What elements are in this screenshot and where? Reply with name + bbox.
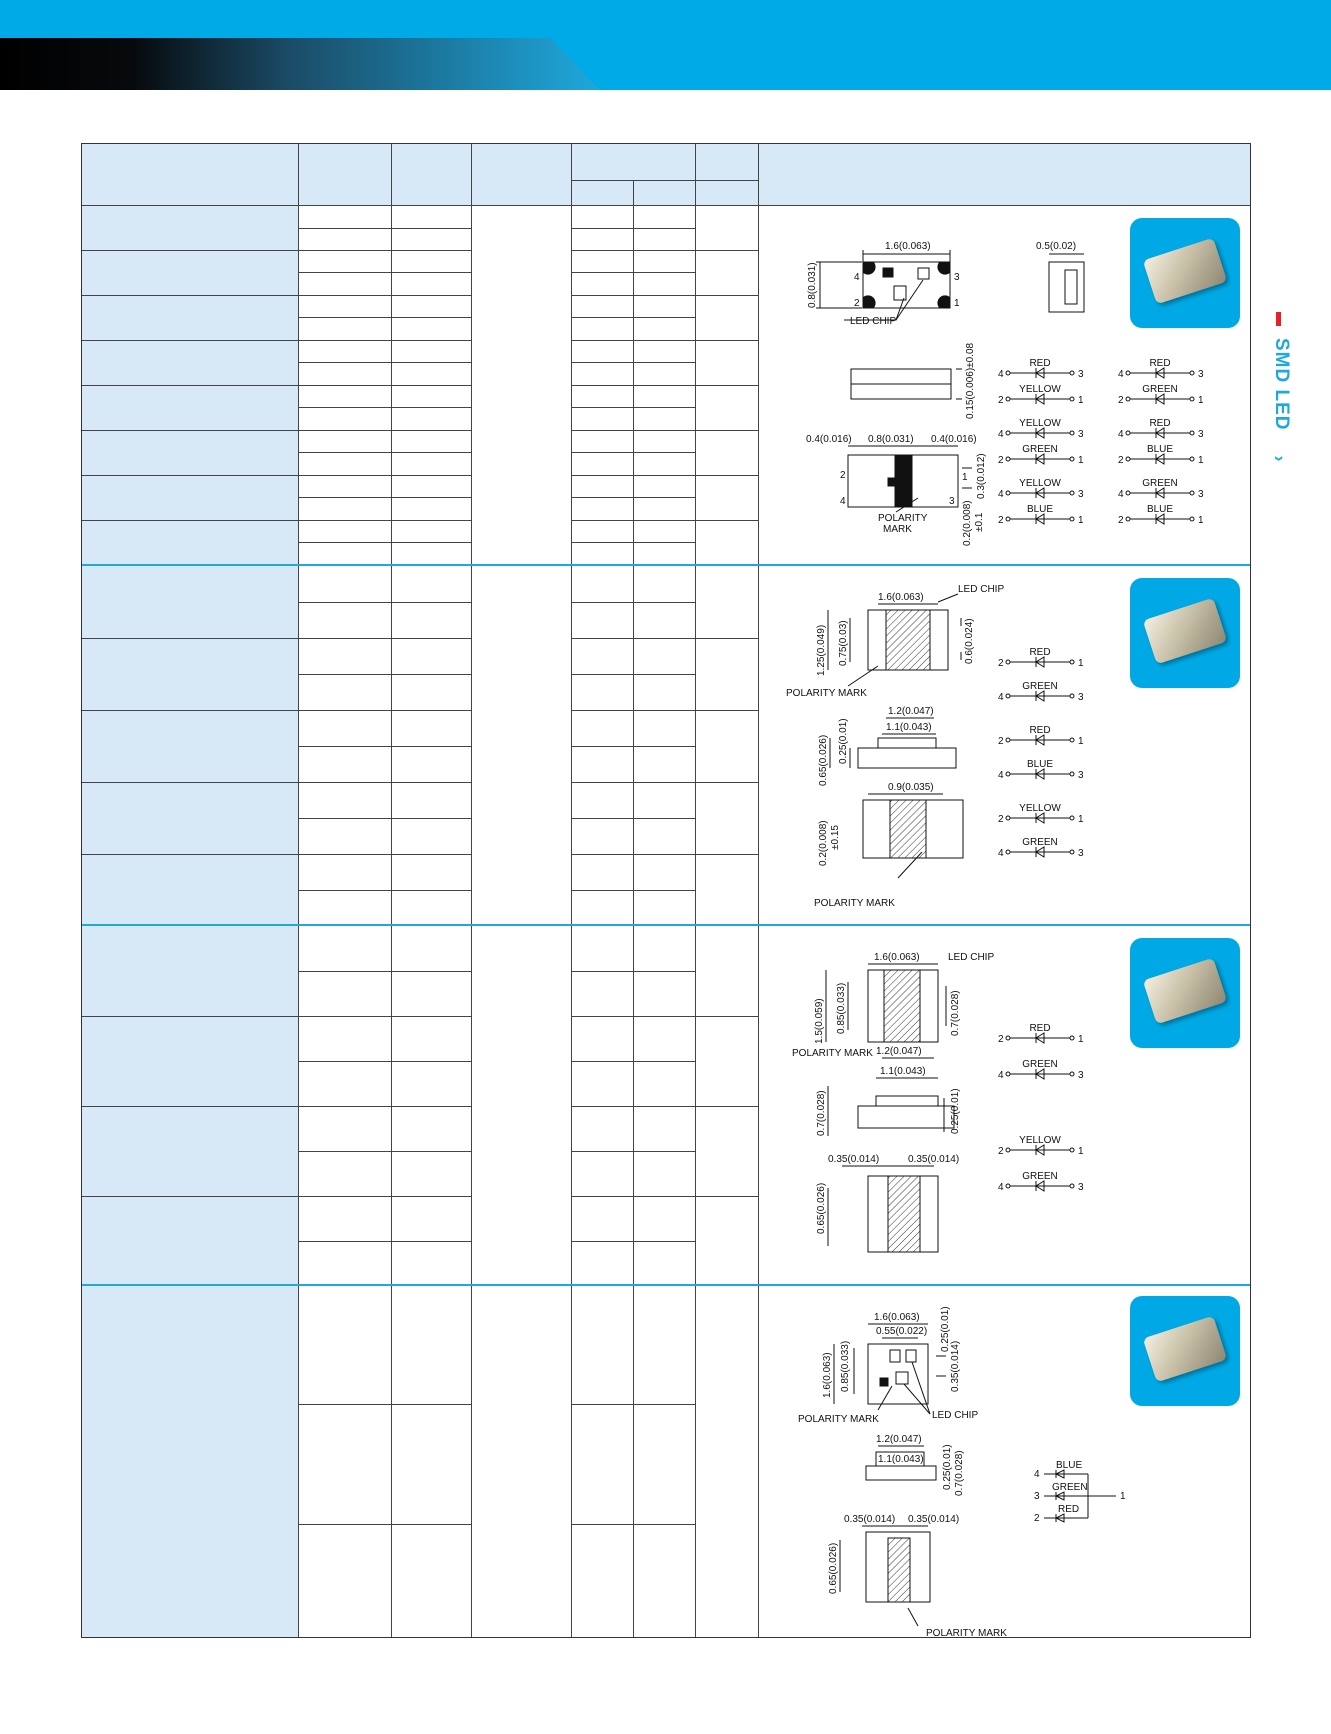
pin-number: 1 bbox=[1078, 395, 1084, 406]
svg-text:LED CHIP: LED CHIP bbox=[850, 316, 897, 327]
pin-number: 3 bbox=[1078, 429, 1084, 440]
pin-number: 3 bbox=[1078, 489, 1084, 500]
svg-text:0.35(0.014): 0.35(0.014) bbox=[844, 1514, 896, 1525]
led-photo bbox=[1130, 578, 1240, 688]
svg-text:1: 1 bbox=[1120, 1491, 1126, 1502]
svg-text:0.2(0.008): 0.2(0.008) bbox=[818, 820, 829, 866]
pin-number: 3 bbox=[1078, 1070, 1084, 1081]
svg-text:0.35(0.014): 0.35(0.014) bbox=[950, 1340, 961, 1392]
svg-text:1.5(0.059): 1.5(0.059) bbox=[814, 998, 825, 1044]
svg-text:0.7(0.028): 0.7(0.028) bbox=[954, 1450, 965, 1496]
svg-text:3: 3 bbox=[949, 496, 955, 507]
svg-text:0.15(0.006)±0.08: 0.15(0.006)±0.08 bbox=[965, 342, 976, 419]
svg-text:2: 2 bbox=[854, 298, 860, 309]
section-2-drawing bbox=[758, 566, 1251, 924]
led-color-label: RED bbox=[1029, 1023, 1051, 1034]
svg-text:0.3(0.012): 0.3(0.012) bbox=[976, 453, 987, 499]
label-cell bbox=[82, 926, 298, 1284]
table-header bbox=[82, 144, 1251, 206]
svg-text:0.7(0.028): 0.7(0.028) bbox=[950, 990, 961, 1036]
led-color-label: BLUE bbox=[1146, 504, 1174, 515]
pin-number: 2 bbox=[998, 814, 1004, 825]
led-color-label: GREEN bbox=[1142, 384, 1178, 395]
svg-text:1: 1 bbox=[962, 472, 968, 483]
pin-number: 1 bbox=[1078, 814, 1084, 825]
svg-text:0.7(0.028): 0.7(0.028) bbox=[816, 1090, 827, 1136]
pin-number: 2 bbox=[1118, 455, 1124, 466]
svg-text:0.5(0.02): 0.5(0.02) bbox=[1036, 241, 1077, 252]
pin-number: 4 bbox=[998, 489, 1004, 500]
pin-number: 2 bbox=[998, 658, 1004, 669]
svg-text:BLUE: BLUE bbox=[1056, 1460, 1083, 1471]
led-color-label: GREEN bbox=[1022, 1171, 1058, 1182]
svg-text:4: 4 bbox=[840, 496, 846, 507]
svg-text:0.25(0.01): 0.25(0.01) bbox=[940, 1306, 951, 1352]
pin-number: 1 bbox=[1078, 515, 1084, 526]
pin-number: 2 bbox=[998, 515, 1004, 526]
svg-text:3: 3 bbox=[1034, 1491, 1040, 1502]
svg-text:4: 4 bbox=[854, 272, 860, 283]
led-color-label: RED bbox=[1029, 358, 1051, 369]
svg-text:0.35(0.014): 0.35(0.014) bbox=[908, 1514, 960, 1525]
svg-text:2: 2 bbox=[840, 470, 846, 481]
pin-number: 2 bbox=[998, 1034, 1004, 1045]
pin-number: 1 bbox=[1078, 736, 1084, 747]
svg-text:0.55(0.022): 0.55(0.022) bbox=[876, 1326, 928, 1337]
svg-text:GREEN: GREEN bbox=[1052, 1482, 1088, 1493]
svg-text:±0.15: ±0.15 bbox=[830, 825, 841, 850]
svg-text:0.85(0.033): 0.85(0.033) bbox=[840, 1340, 851, 1392]
svg-text:0.8(0.031): 0.8(0.031) bbox=[807, 262, 818, 308]
svg-text:POLARITY MARK: POLARITY MARK bbox=[792, 1048, 873, 1059]
led-color-label: YELLOW bbox=[1019, 384, 1061, 395]
pin-number: 3 bbox=[1198, 489, 1204, 500]
spec-table bbox=[81, 143, 1251, 1638]
svg-text:0.8(0.031): 0.8(0.031) bbox=[868, 434, 914, 445]
pin-number: 1 bbox=[1198, 515, 1204, 526]
svg-text:1.2(0.047): 1.2(0.047) bbox=[876, 1434, 922, 1445]
led-color-label: BLUE bbox=[1146, 444, 1174, 455]
svg-text:1.6(0.063): 1.6(0.063) bbox=[874, 952, 920, 963]
svg-text:0.65(0.026): 0.65(0.026) bbox=[816, 1182, 827, 1234]
svg-text:0.6(0.024): 0.6(0.024) bbox=[964, 618, 975, 664]
pin-number: 1 bbox=[1078, 1034, 1084, 1045]
svg-text:LED CHIP: LED CHIP bbox=[932, 1410, 979, 1421]
svg-text:POLARITY MARK: POLARITY MARK bbox=[786, 688, 867, 699]
svg-text:0.35(0.014): 0.35(0.014) bbox=[828, 1154, 880, 1165]
pin-number: 1 bbox=[1078, 1146, 1084, 1157]
svg-text:3: 3 bbox=[954, 272, 960, 283]
label-cell bbox=[82, 1286, 298, 1638]
svg-text:0.65(0.026): 0.65(0.026) bbox=[828, 1542, 839, 1594]
header-dark-bar bbox=[0, 38, 600, 90]
led-color-label: RED bbox=[1029, 725, 1051, 736]
pin-number: 4 bbox=[1118, 369, 1124, 380]
svg-text:4: 4 bbox=[1034, 1469, 1040, 1480]
pin-number: 3 bbox=[1078, 848, 1084, 859]
svg-text:0.25(0.01): 0.25(0.01) bbox=[950, 1088, 961, 1134]
svg-text:1.6(0.063): 1.6(0.063) bbox=[822, 1352, 833, 1398]
svg-text:1.6(0.063): 1.6(0.063) bbox=[874, 1312, 920, 1323]
svg-text:1.1(0.043): 1.1(0.043) bbox=[886, 722, 932, 733]
pin-number: 3 bbox=[1078, 770, 1084, 781]
led-color-label: YELLOW bbox=[1019, 478, 1061, 489]
led-color-label: BLUE bbox=[1026, 504, 1054, 515]
led-color-label: RED bbox=[1149, 358, 1171, 369]
svg-text:0.75(0.03): 0.75(0.03) bbox=[838, 620, 849, 666]
svg-text:1.2(0.047): 1.2(0.047) bbox=[876, 1046, 922, 1057]
led-color-label: GREEN bbox=[1022, 681, 1058, 692]
svg-text:0.4(0.016): 0.4(0.016) bbox=[806, 434, 852, 445]
led-color-label: BLUE bbox=[1026, 759, 1054, 770]
pin-number: 4 bbox=[998, 429, 1004, 440]
led-photo bbox=[1130, 218, 1240, 328]
svg-text:1.6(0.063): 1.6(0.063) bbox=[878, 592, 924, 603]
pin-number: 2 bbox=[998, 736, 1004, 747]
side-tab-marker bbox=[1276, 312, 1281, 326]
svg-text:MARK: MARK bbox=[883, 524, 912, 535]
pin-number: 4 bbox=[998, 1070, 1004, 1081]
section-3-drawing bbox=[758, 926, 1251, 1284]
svg-text:0.25(0.01): 0.25(0.01) bbox=[942, 1444, 953, 1490]
svg-text:POLARITY MARK: POLARITY MARK bbox=[814, 898, 895, 909]
led-color-label: RED bbox=[1149, 418, 1171, 429]
svg-text:0.9(0.035): 0.9(0.035) bbox=[888, 782, 934, 793]
svg-text:0.35(0.014): 0.35(0.014) bbox=[908, 1154, 960, 1165]
pin-number: 2 bbox=[998, 395, 1004, 406]
pin-number: 2 bbox=[998, 1146, 1004, 1157]
svg-text:0.25(0.01): 0.25(0.01) bbox=[838, 718, 849, 764]
side-tab-label: SMD LED bbox=[1271, 338, 1292, 431]
svg-text:0.4(0.016): 0.4(0.016) bbox=[931, 434, 977, 445]
svg-text:±0.1: ±0.1 bbox=[974, 512, 985, 532]
led-color-label: RED bbox=[1029, 647, 1051, 658]
pin-number: 4 bbox=[998, 848, 1004, 859]
led-color-label: GREEN bbox=[1022, 444, 1058, 455]
pin-number: 4 bbox=[1118, 489, 1124, 500]
svg-text:1.2(0.047): 1.2(0.047) bbox=[888, 706, 934, 717]
led-color-label: YELLOW bbox=[1019, 1135, 1061, 1146]
pin-number: 4 bbox=[998, 1182, 1004, 1193]
svg-text:POLARITY: POLARITY bbox=[878, 513, 928, 524]
led-color-label: GREEN bbox=[1022, 1059, 1058, 1070]
pin-number: 1 bbox=[1198, 395, 1204, 406]
svg-text:1: 1 bbox=[954, 298, 960, 309]
section-4-drawing bbox=[758, 1286, 1251, 1638]
svg-text:LED CHIP: LED CHIP bbox=[948, 952, 995, 963]
pin-number: 1 bbox=[1078, 455, 1084, 466]
pin-number: 4 bbox=[1118, 429, 1124, 440]
pin-number: 3 bbox=[1078, 1182, 1084, 1193]
pin-number: 1 bbox=[1078, 658, 1084, 669]
svg-text:0.65(0.026): 0.65(0.026) bbox=[818, 734, 829, 786]
led-color-label: GREEN bbox=[1022, 837, 1058, 848]
led-color-label: GREEN bbox=[1142, 478, 1178, 489]
pin-number: 3 bbox=[1198, 369, 1204, 380]
led-photo bbox=[1130, 1296, 1240, 1406]
pin-number: 1 bbox=[1198, 455, 1204, 466]
svg-text:0.2(0.008): 0.2(0.008) bbox=[962, 500, 973, 546]
pin-number: 4 bbox=[998, 770, 1004, 781]
pin-number: 2 bbox=[1118, 515, 1124, 526]
section-1-drawing bbox=[758, 206, 1251, 564]
led-photo bbox=[1130, 938, 1240, 1048]
svg-text:1.6(0.063): 1.6(0.063) bbox=[885, 241, 931, 252]
led-color-label: YELLOW bbox=[1019, 803, 1061, 814]
svg-text:RED: RED bbox=[1058, 1504, 1080, 1515]
svg-text:0.85(0.033): 0.85(0.033) bbox=[836, 982, 847, 1034]
pin-number: 3 bbox=[1078, 692, 1084, 703]
pin-number: 3 bbox=[1078, 369, 1084, 380]
svg-text:POLARITY MARK: POLARITY MARK bbox=[926, 1628, 1007, 1638]
led-color-label: YELLOW bbox=[1019, 418, 1061, 429]
pin-number: 3 bbox=[1198, 429, 1204, 440]
pin-number: 4 bbox=[998, 692, 1004, 703]
chevron-right-icon: › bbox=[1269, 455, 1290, 462]
pin-number: 2 bbox=[998, 455, 1004, 466]
pin-number: 4 bbox=[998, 369, 1004, 380]
svg-text:POLARITY MARK: POLARITY MARK bbox=[798, 1414, 879, 1425]
label-cell bbox=[82, 566, 298, 924]
svg-text:LED CHIP: LED CHIP bbox=[958, 584, 1005, 595]
svg-text:2: 2 bbox=[1034, 1513, 1040, 1524]
svg-text:1.25(0.049): 1.25(0.049) bbox=[816, 624, 827, 676]
svg-text:1.1(0.043): 1.1(0.043) bbox=[878, 1454, 924, 1465]
svg-text:1.1(0.043): 1.1(0.043) bbox=[880, 1066, 926, 1077]
pin-number: 2 bbox=[1118, 395, 1124, 406]
